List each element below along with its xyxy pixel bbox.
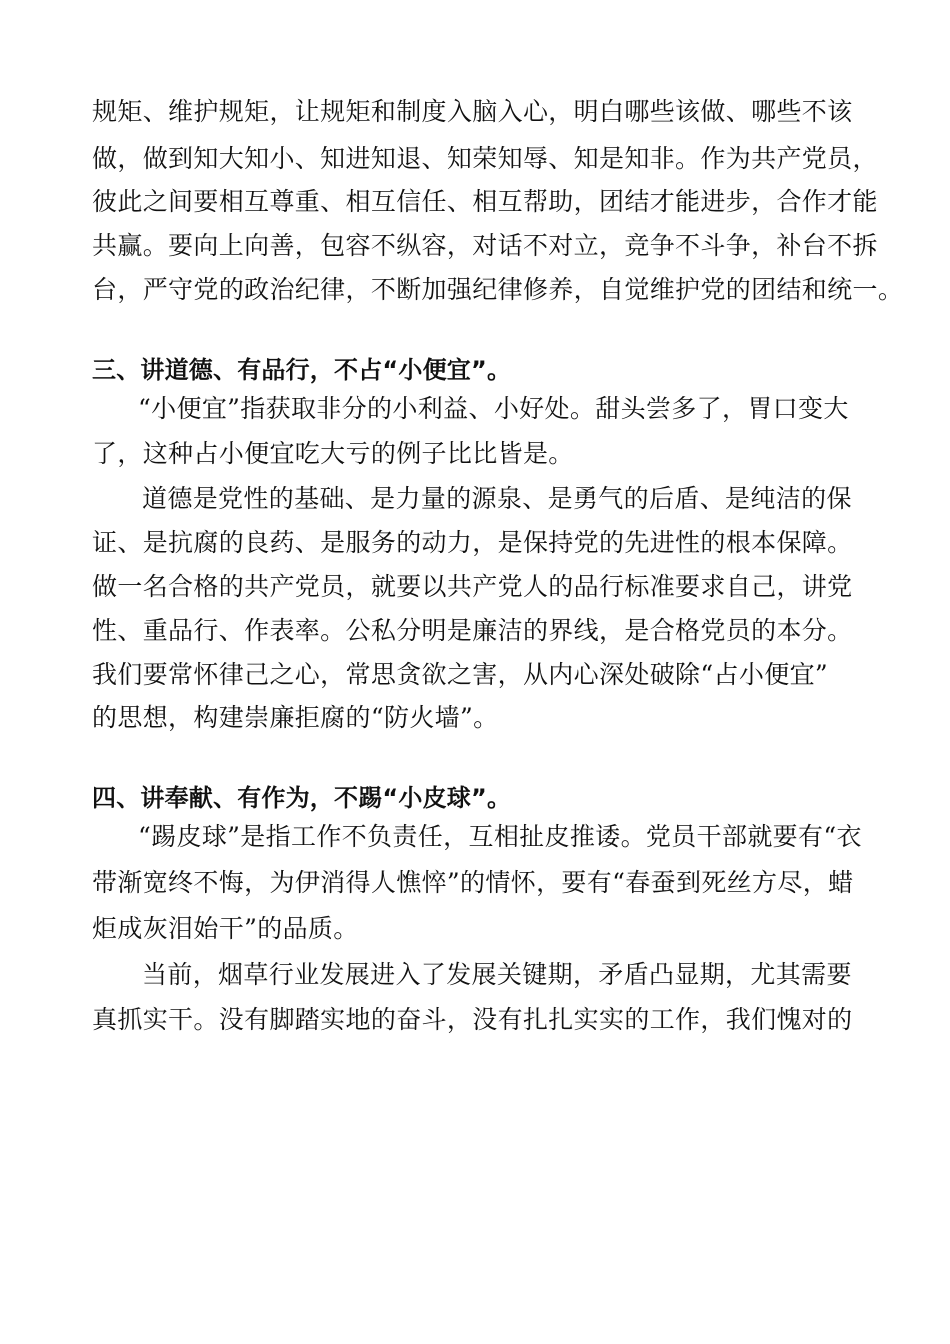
- paragraph-line: 台，严守党的政治纪律，不断加强纪律修养，自觉维护党的团结和统一。: [92, 275, 904, 304]
- paragraph-line: 的思想，构建崇廉拒腐的“防火墙”。: [92, 703, 499, 732]
- paragraph-line: 彼此之间要相互尊重、相互信任、相互帮助，团结才能进步，合作才能: [92, 187, 878, 216]
- section-heading: 三、讲道德、有品行，不占“小便宜”。: [92, 356, 512, 384]
- paragraph-line: “小便宜”指获取非分的小利益、小好处。甜头尝多了，胃口变大: [138, 394, 849, 423]
- paragraph-line: 证、是抗腐的良药、是服务的动力，是保持党的先进性的根本保障。: [92, 528, 853, 557]
- paragraph-line: 真抓实干。没有脚踏实地的奋斗，没有扎扎实实的工作，我们愧对的: [92, 1005, 853, 1034]
- paragraph-line: 带渐宽终不悔，为伊消得人憔悴”的情怀，要有“春蚕到死丝方尽，蜡: [92, 868, 854, 897]
- section-heading: 四、讲奉献、有作为，不踢“小皮球”。: [92, 784, 512, 812]
- paragraph-line: 当前，烟草行业发展进入了发展关键期，矛盾凸显期，尤其需要: [142, 960, 852, 989]
- paragraph-line: 道德是党性的基础、是力量的源泉、是勇气的后盾、是纯洁的保: [142, 484, 852, 513]
- paragraph-line: “踢皮球”是指工作不负责任，互相扯皮推诿。党员干部就要有“衣: [138, 822, 862, 851]
- paragraph-line: 我们要常怀律己之心，常思贪欲之害，从内心深处破除“占小便宜”: [92, 660, 829, 689]
- paragraph-line: 性、重品行、作表率。公私分明是廉洁的界线，是合格党员的本分。: [92, 616, 853, 645]
- paragraph-line: 做一名合格的共产党员，就要以共产党人的品行标准要求自己，讲党: [92, 572, 853, 601]
- paragraph-line: 炬成灰泪始干”的品质。: [92, 914, 359, 943]
- paragraph-line: 做，做到知大知小、知进知退、知荣知辱、知是知非。作为共产党员，: [92, 144, 878, 173]
- paragraph-line: 规矩、维护规矩，让规矩和制度入脑入心，明白哪些该做、哪些不该: [92, 97, 853, 126]
- paragraph-line: 共赢。要向上向善，包容不纵容，对话不对立，竞争不斗争，补台不拆: [92, 231, 878, 260]
- paragraph-line: 了，这种占小便宜吃大亏的例子比比皆是。: [92, 439, 574, 468]
